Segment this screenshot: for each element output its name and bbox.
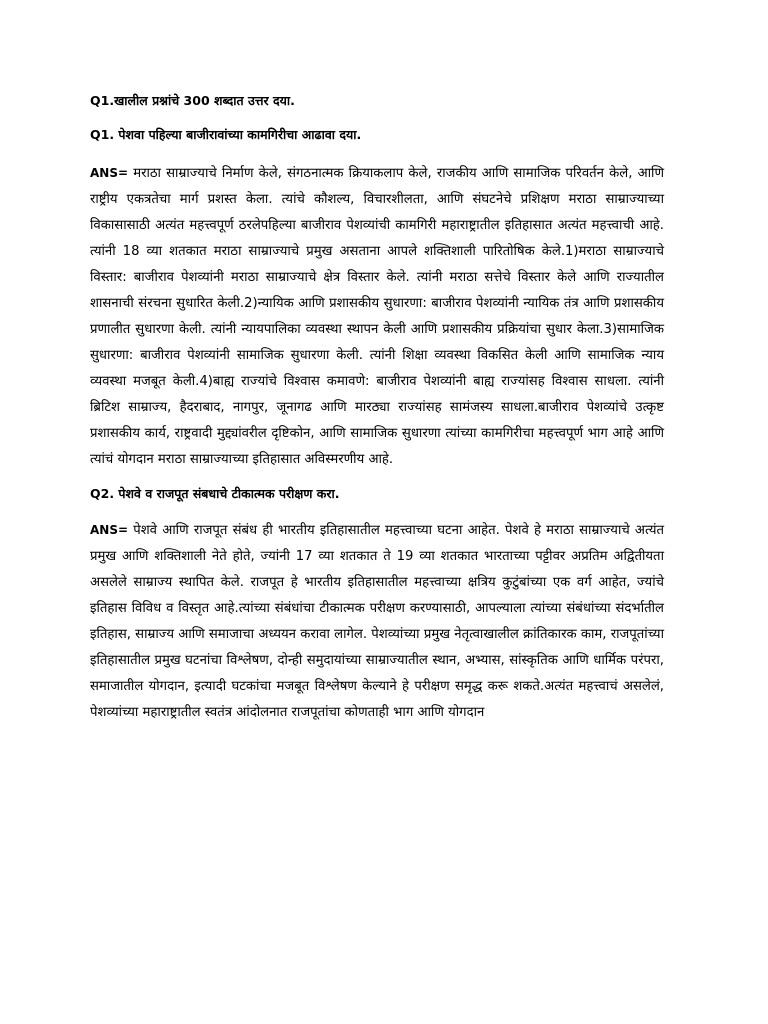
- answer-1-label: ANS=: [90, 166, 129, 180]
- answer-2: [90, 517, 664, 726]
- answer-1: [90, 160, 664, 473]
- question-2: Q2. पेशवे व राजपूत संबधाचे टीकात्मक परीक्षण करा.: [90, 486, 340, 501]
- question-1: Q1. पेशवा पहिल्या बाजीरावांच्या कामगिरीचा आढावा दया.: [90, 127, 362, 142]
- document-page: [90, 92, 664, 726]
- answer-1-text: मराठा साम्राज्याचे निर्माण केले, संगठनात्मक क्रियाकलाप केले, राजकीय आणि सामाजिक परिवर्तन केले, आणि राष्ट्रीय एकत्रतेचा मार्ग प्रशस्त केला. त्यांचे कौशल्य, विचारशीलता, आणि संघटनेचे प्रशिक्षण मराठा साम्राज्याच्या विकासासाठी अत्यंत महत्त्वपूर्ण ठरलेपहिल्या बाजीराव पेशव्यांची कामगिरी महाराष्ट्रातील इतिहासात अत्यंत महत्त्वाची आहे. त्यांनी 18 व्या शतकात मराठा साम्राज्याचे प्रमुख असताना आपले शक्तिशाली पारितोषिक केले.1)मराठा साम्राज्याचे विस्तार: बाजीराव पेशव्यांनी मराठा साम्राज्याचे क्षेत्र विस्तार केले. त्यांनी मराठा सत्तेचे विस्तार केले आणि राज्यातील शासनाची संरचना सुधारित केली.2)न्यायिक आणि प्रशासकीय सुधारणा: बाजीराव पेशव्यांनी न्यायिक तंत्र आणि प्रशासकीय प्रणालीत सुधारणा केली. त्यांनी न्यायपालिका व्यवस्था स्थापन केली आणि प्रशासकीय प्रक्रियांचा सुधार केला.3)सामाजिक सुधारणा: बाजीराव पेशव्यांनी सामाजिक सुधारणा केली. त्यांनी शिक्षा व्यवस्था विकसित केली आणि सामाजिक न्याय व्यवस्था मजबूत केली.4)बाह्य राज्यांचे विश्वास कमावणे: बाजीराव पेशव्यांनी बाह्य राज्यांसह विश्वास साधला. त्यांनी ब्रिटिश साम्राज्य, हैदराबाद, नागपुर, जूनागढ आणि मारठ्या राज्यांसह सामंजस्य साधला.बाजीराव पेशव्यांचे उत्कृष्ट प्रशासकीय कार्य, राष्ट्रवादी मुद्द्यांवरील दृष्टिकोन, आणि सामाजिक सुधारणा त्यांच्या कामगिरीचा महत्त्वपूर्ण भाग आहे आणि त्यांचं योगदान मराठा साम्राज्याच्या इतिहासात अविस्मरणीय आहे.: [90, 166, 664, 467]
- answer-2-label: ANS=: [90, 523, 129, 537]
- answer-2-text: पेशवे आणि राजपूत संबंध ही भारतीय इतिहासातील महत्त्वाच्या घटना आहेत. पेशवे हे मराठा साम्राज्याचे अत्यंत प्रमुख आणि शक्तिशाली नेते होते, ज्यांनी 17 व्या शतकात ते 19 व्या शतकात भारताच्या पट्टीवर अप्रतिम अद्वितीयता असलेले साम्राज्य स्थापित केले. राजपूत हे भारतीय इतिहासातील महत्त्वाच्या क्षत्रिय कुटुंबांच्या एक वर्ग आहेत, ज्यांचे इतिहास विविध व विस्तृत आहे.त्यांच्या संबंधांचा टीकात्मक परीक्षण करण्यासाठी, आपल्याला त्यांच्या संबंधांच्या संदर्भातील इतिहास, साम्राज्य आणि समाजाचा अध्ययन करावा लागेल. पेशव्यांच्या प्रमुख नेतृत्वाखालील क्रांतिकारक काम, राजपूतांच्या इतिहासातील प्रमुख घटनांचा विश्लेषण, दोन्ही समुदायांच्या साम्राज्यातील स्थान, अभ्यास, सांस्कृतिक आणि धार्मिक परंपरा, समाजातील योगदान, इत्यादी घटकांचा मजबूत विश्लेषण केल्याने हे परीक्षण समृद्ध करू शकते.अत्यंत महत्त्वाचं असलेलं, पेशव्यांच्या महाराष्ट्रातील स्वतंत्र आंदोलनात राजपूतांचा कोणताही भाग आणि योगदान: [90, 523, 664, 720]
- document-title: Q1.खालील प्रश्नांचे 300 शब्दात उत्तर दया.: [90, 93, 295, 108]
